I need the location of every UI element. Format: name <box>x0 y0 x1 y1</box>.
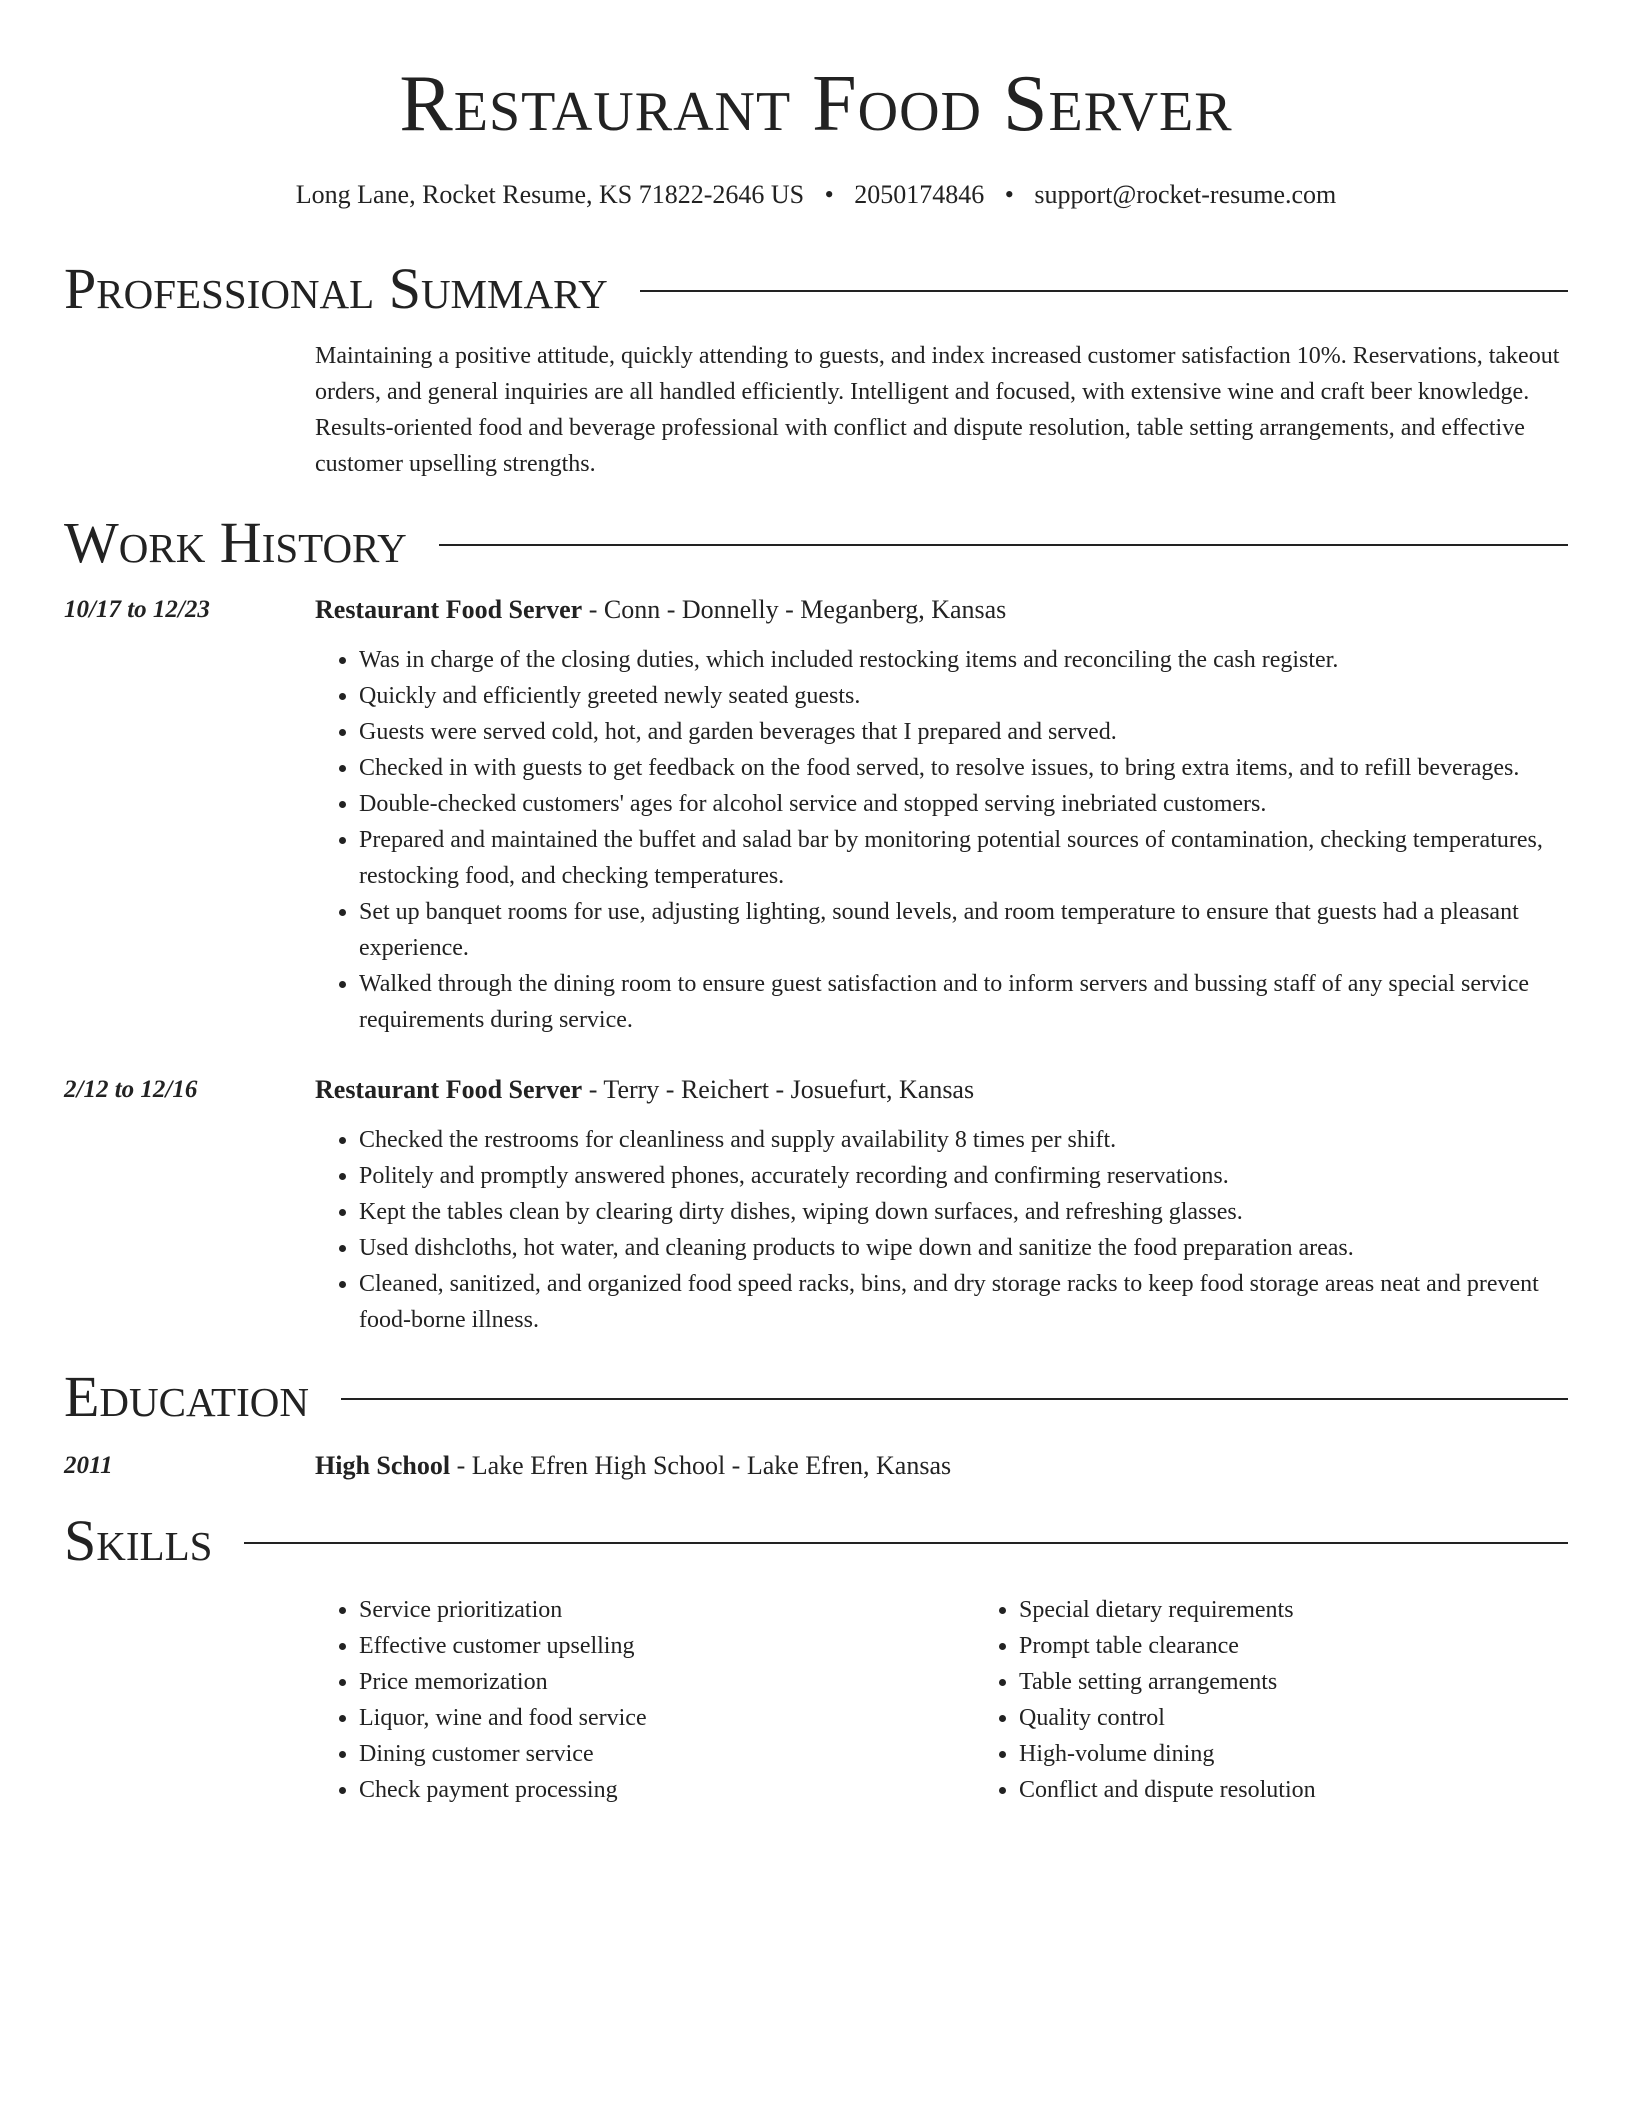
education-degree: High School <box>315 1451 451 1480</box>
skills-list-left <box>315 1592 975 1808</box>
list-item: • Quickly and efficiently greeted newly seated guests. <box>359 678 1568 714</box>
list-item: • High-volume dining <box>1019 1736 1632 1772</box>
work-history-section-heading <box>64 510 1568 575</box>
job-heading <box>315 1072 1568 1108</box>
section-divider <box>341 1398 1568 1400</box>
summary-row <box>64 338 1568 482</box>
contact-separator: • <box>824 180 834 209</box>
list-item: • Was in charge of the closing duties, which included restocking items and reconciling the cash register. <box>359 642 1568 678</box>
list-item: • Kept the tables clean by clearing dirty dishes, wiping down surfaces, and refreshing glasses. <box>359 1194 1568 1230</box>
education-school: - Lake Efren High School - Lake Efren, Kansas <box>450 1451 952 1480</box>
section-title: Skills <box>64 1508 213 1573</box>
list-item: • Cleaned, sanitized, and organized food speed racks, bins, and dry storage racks to keep food storage areas neat and prevent food-borne illness. <box>359 1266 1568 1338</box>
section-divider <box>244 1542 1568 1544</box>
education-entry <box>64 1448 1568 1484</box>
job-title: Restaurant Food Server <box>315 1075 583 1104</box>
list-item: • Double-checked customers' ages for alcohol service and stopped serving inebriated customers. <box>359 786 1568 822</box>
section-title: Education <box>64 1364 309 1429</box>
summary-section-heading <box>64 256 1568 321</box>
list-item: • Effective customer upselling <box>359 1628 975 1664</box>
job-duties-list <box>315 642 1568 1038</box>
list-item: • Conflict and dispute resolution <box>1019 1772 1632 1808</box>
section-divider <box>640 290 1568 292</box>
list-item: • Set up banquet rooms for use, adjusting lighting, sound levels, and room temperature to ensure that guests had a pleasant experience. <box>359 894 1568 966</box>
list-item: • Politely and promptly answered phones, accurately recording and confirming reservations. <box>359 1158 1568 1194</box>
list-item: • Checked the restrooms for cleanliness and supply availability 8 times per shift. <box>359 1122 1568 1158</box>
list-item: • Quality control <box>1019 1700 1632 1736</box>
job-title: Restaurant Food Server <box>315 595 583 624</box>
resume-page <box>64 0 1568 1808</box>
job-dates: 10/17 to 12/23 <box>64 596 210 623</box>
skills-row <box>64 1592 1568 1808</box>
skills-columns <box>315 1592 1632 1808</box>
job-duties-list <box>315 1122 1568 1338</box>
job-heading <box>315 592 1568 628</box>
list-item: • Guests were served cold, hot, and garden beverages that I prepared and served. <box>359 714 1568 750</box>
education-year: 2011 <box>64 1452 113 1479</box>
list-item: • Checked in with guests to get feedback on the food served, to resolve issues, to bring extra items, and to refill beverages. <box>359 750 1568 786</box>
job-entry <box>64 1072 1568 1338</box>
education-heading <box>315 1448 1568 1484</box>
summary-text: Maintaining a positive attitude, quickly attending to guests, and index increased customer satisfaction 10%. Reservations, takeout orders, and general inquiries are all handled efficiently. Intelligent and focused, with extensive wine and craft beer knowledge. Results-oriented food and beverage professional with conflict and dispute resolution, table setting arrangements, and effective customer upselling strengths. <box>315 343 1560 477</box>
job-dates: 2/12 to 12/16 <box>64 1076 198 1103</box>
skills-list-right <box>975 1592 1632 1808</box>
job-employer: - Conn - Donnelly - Meganberg, Kansas <box>582 595 1007 624</box>
list-item: • Walked through the dining room to ensure guest satisfaction and to inform servers and bussing staff of any special service requirements during service. <box>359 966 1568 1038</box>
section-divider <box>439 544 1568 546</box>
list-item: • Price memorization <box>359 1664 975 1700</box>
list-item: • Special dietary requirements <box>1019 1592 1632 1628</box>
contact-email: support@rocket-resume.com <box>1034 180 1337 209</box>
section-title: Work History <box>64 510 407 575</box>
contact-address: Long Lane, Rocket Resume, KS 71822-2646 US <box>295 180 805 209</box>
section-title: Professional Summary <box>64 256 608 321</box>
contact-phone: 2050174846 <box>854 180 985 209</box>
list-item: • Check payment processing <box>359 1772 975 1808</box>
resume-name: Restaurant Food Server <box>399 60 1233 148</box>
education-section-heading <box>64 1364 1568 1429</box>
list-item: • Liquor, wine and food service <box>359 1700 975 1736</box>
contact-separator: • <box>1004 180 1014 209</box>
job-employer: - Terry - Reichert - Josuefurt, Kansas <box>582 1075 975 1104</box>
skills-section-heading <box>64 1508 1568 1573</box>
list-item: • Dining customer service <box>359 1736 975 1772</box>
list-item: • Table setting arrangements <box>1019 1664 1632 1700</box>
list-item: • Prepared and maintained the buffet and salad bar by monitoring potential sources of contamination, checking temperatures, restocking food, and checking temperatures. <box>359 822 1568 894</box>
list-item: • Prompt table clearance <box>1019 1628 1632 1664</box>
contact-line <box>64 178 1568 212</box>
list-item: • Used dishcloths, hot water, and cleaning products to wipe down and sanitize the food preparation areas. <box>359 1230 1568 1266</box>
job-entry <box>64 592 1568 1038</box>
list-item: • Service prioritization <box>359 1592 975 1628</box>
